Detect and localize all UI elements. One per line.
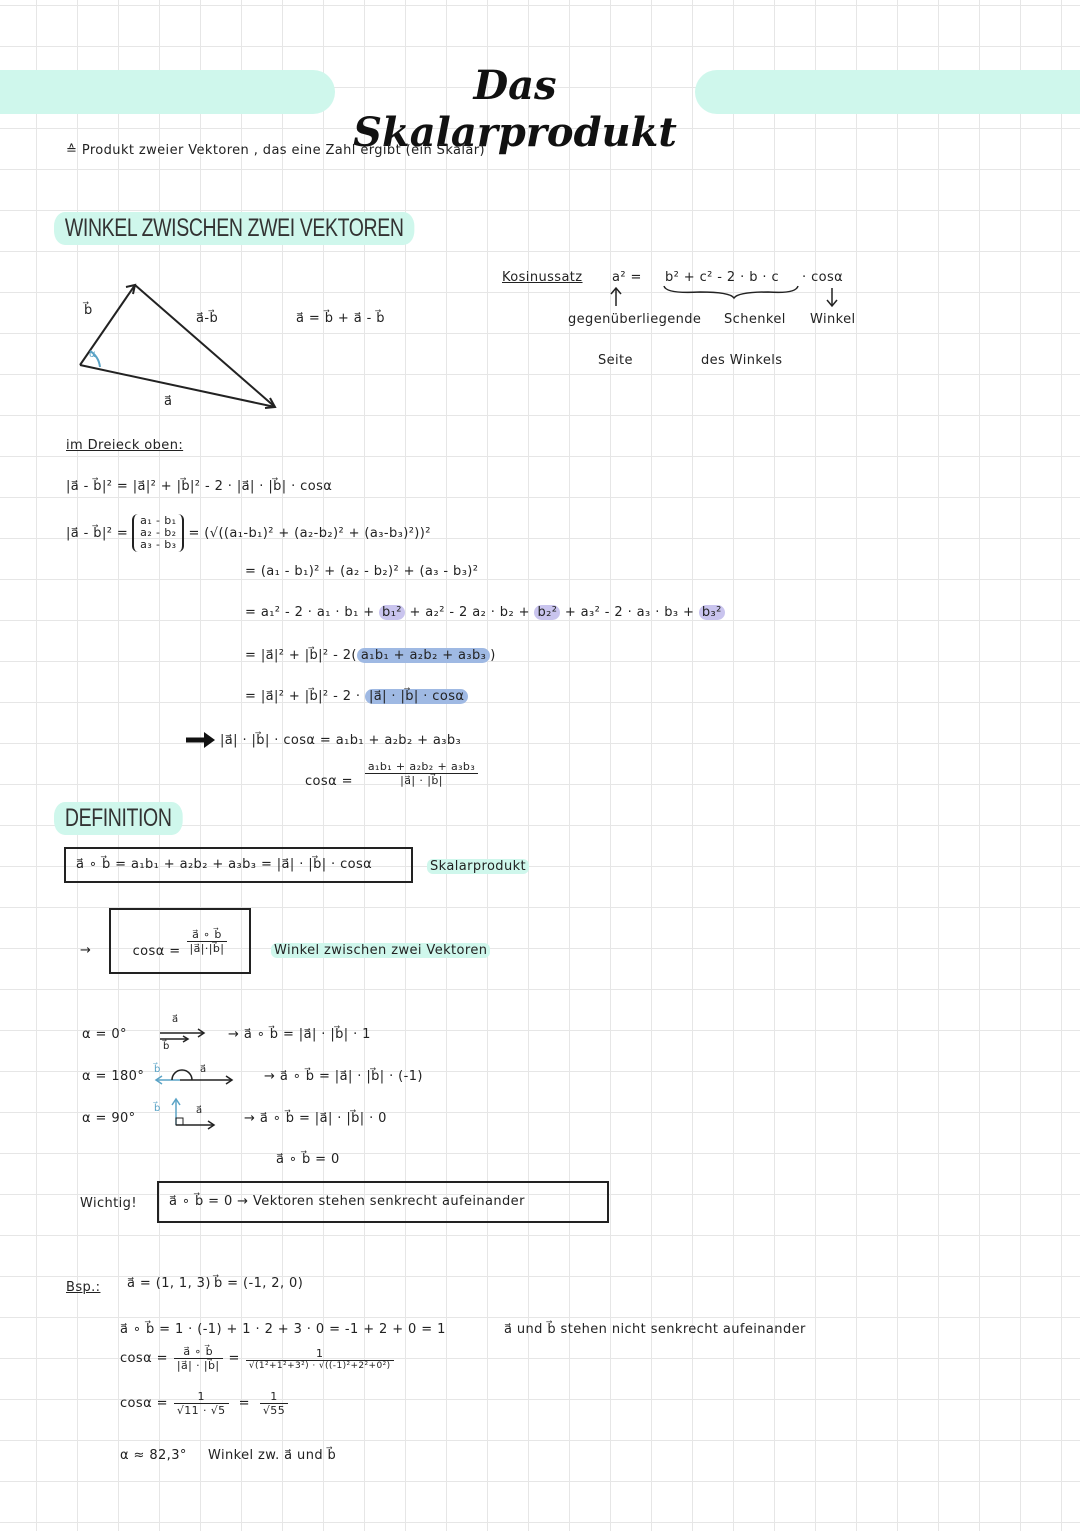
example-cos-line-2 (120, 1390, 288, 1417)
example-cos1-fraction (174, 1345, 223, 1372)
cosine-law-cos: · cosα (802, 270, 844, 285)
case-angle-180: α = 180° (82, 1069, 145, 1084)
case-result-90: → a⃗ ∘ b⃗ = |a⃗| · |b⃗| · 0 (244, 1111, 387, 1126)
cosine-law-lhs: a² = (612, 270, 642, 285)
example-cos1-fraction-2 (246, 1347, 394, 1371)
derivation-line-5-part: ) (490, 648, 496, 663)
important-box: a⃗ ∘ b⃗ = 0 → Vektoren stehen senkrecht aufeinander (157, 1181, 609, 1223)
definition-label (427, 859, 529, 874)
example-calculation: a⃗ ∘ b⃗ = 1 · (-1) + 1 · 2 + 3 · 0 = -1 + 2 + 0 = 1 (120, 1322, 446, 1337)
page-title: Das Skalarprodukt (353, 62, 677, 156)
cosine-law-label: Kosinussatz (502, 270, 583, 285)
title-band-left (0, 70, 335, 114)
cosine-law-opposite: gegenüberliegende (568, 312, 702, 327)
cos-box-arrow: → (80, 943, 92, 958)
cos-fraction-numerator: a₁b₁ + a₂b₂ + a₃b₃ (365, 760, 478, 774)
triangle-angle-label: α (89, 349, 96, 360)
example-cos2-numerator-2: 1 (260, 1390, 288, 1404)
case-result-0: → a⃗ ∘ b⃗ = |a⃗| · |b⃗| · 1 (228, 1027, 371, 1042)
triangle-label-b: b⃗ (84, 303, 93, 318)
derivation-line-2-lhs: |a⃗ - b⃗|² = (66, 525, 129, 541)
cos-definition-box (109, 908, 251, 974)
difference-vector-row: a₁ - b₁ (140, 514, 177, 527)
difference-vector (132, 514, 184, 552)
highlight-sum-products: a₁b₁ + a₂b₂ + a₃b₃ (357, 648, 490, 663)
cosine-law-of-angle: des Winkels (701, 353, 783, 368)
case-90-label-b: b⃗ (154, 1103, 161, 1114)
highlight-b2-squared: b₂² (534, 605, 560, 620)
triangle-label-a: a⃗ (164, 394, 173, 409)
triangle-diagram (70, 275, 290, 415)
highlight-b3-squared: b₃² (699, 605, 725, 620)
example-cos1-eq: = (228, 1351, 240, 1366)
case-0-label-b: b⃗ (163, 1041, 170, 1052)
cos-fraction-denominator: |a⃗| · |b⃗| (400, 774, 443, 787)
example-cos2-fraction-2 (260, 1390, 288, 1417)
cos-box-label-text: Winkel zwischen zwei Vektoren (271, 943, 490, 958)
case-angle-90: α = 90° (82, 1111, 136, 1126)
example-cos2-fraction (174, 1390, 229, 1417)
derivation-line-2 (66, 514, 431, 552)
example-result-note: Winkel zw. a⃗ und b⃗ (208, 1448, 337, 1463)
definition-box: a⃗ ∘ b⃗ = a₁b₁ + a₂b₂ + a₃b₃ = |a⃗| · |b⃗| · cosα (64, 847, 413, 883)
implication-arrow (186, 732, 216, 748)
example-label: Bsp.: (66, 1280, 101, 1295)
difference-vector-row: a₂ - b₂ (140, 526, 177, 539)
case-90-label-a: a⃗ (196, 1105, 203, 1116)
example-vector-b: b⃗ = (-1, 2, 0) (214, 1276, 304, 1291)
derivation-line-4-part: = a₁² - 2 · a₁ · b₁ + (245, 605, 380, 620)
cosine-law-rhs: b² + c² - 2 · b · c (665, 270, 779, 285)
cos-box-numerator: a⃗ ∘ b⃗ (187, 928, 228, 942)
example-cos-line-1 (120, 1345, 394, 1372)
example-cos2-numerator: 1 (174, 1390, 229, 1404)
case-result-180: → a⃗ ∘ b⃗ = |a⃗| · |b⃗| · (-1) (264, 1069, 423, 1084)
intro-text: ≙ Produkt zweier Vektoren , das eine Zahl ergibt (ein Skalar) (66, 143, 485, 158)
cos-box-label (271, 943, 490, 958)
derivation-line-7: |a⃗| · |b⃗| · cosα = a₁b₁ + a₂b₂ + a₃b₃ (220, 733, 462, 748)
case-0-label-a: a⃗ (172, 1014, 179, 1025)
example-note: a⃗ und b⃗ stehen nicht senkrecht aufeinander (504, 1322, 806, 1337)
example-cos1-denominator-2: √(1²+1²+3²) · √((-1)²+2²+0²) (248, 1360, 391, 1371)
cos-box-lhs: cosα = (132, 943, 181, 959)
case-180-label-a: a⃗ (200, 1064, 207, 1075)
cos-fraction (365, 760, 478, 787)
derivation-line-6-part: = |a⃗|² + |b⃗|² - 2 · (245, 689, 365, 704)
highlight-norm-cos: |a⃗| · |b⃗| · cosα (365, 689, 468, 704)
case-angle-0: α = 0° (82, 1027, 127, 1042)
derivation-line-4-part: + a₂² - 2 a₂ · b₂ + (404, 605, 535, 620)
cos-box-fraction (187, 928, 228, 955)
example-result: α ≈ 82,3° (120, 1448, 187, 1463)
cosine-law-angle: Winkel (810, 312, 856, 327)
section-heading-definition: DEFINITION (54, 802, 182, 835)
section-heading-angle: WINKEL ZWISCHEN ZWEI VEKTOREN (54, 212, 414, 245)
important-label: Wichtig! (80, 1196, 137, 1211)
case-90-arrows (168, 1095, 218, 1131)
derivation-line-8 (305, 758, 478, 789)
cos-box-denominator: |a⃗|·|b⃗| (189, 941, 225, 955)
derivation-line-4 (245, 605, 725, 620)
example-cos2-denominator-2: √55 (262, 1404, 286, 1417)
derivation-line-1: |a⃗ - b⃗|² = |a⃗|² + |b⃗|² - 2 · |a⃗| · |b⃗| · cosα (66, 479, 333, 494)
derivation-line-6 (245, 689, 468, 704)
derivation-intro: im Dreieck oben: (66, 438, 184, 453)
derivation-line-5 (245, 648, 496, 663)
example-cos2-denominator: √11 · √5 (176, 1404, 226, 1417)
cosine-law-legs: Schenkel (724, 312, 786, 327)
title-band-right (695, 70, 1080, 114)
example-cos1-numerator: a⃗ ∘ b⃗ (174, 1345, 223, 1359)
definition-label-text: Skalarprodukt (427, 859, 529, 874)
example-cos1-lhs: cosα = (120, 1351, 168, 1366)
difference-vector-row: a₃ - b₃ (140, 538, 177, 551)
example-cos2-eq: = (238, 1396, 250, 1411)
derivation-line-2-rhs: = (√((a₁-b₁)² + (a₂-b₂)² + (a₃-b₃)²))² (188, 525, 431, 541)
case-180-arrows (150, 1062, 240, 1092)
example-vector-a: a⃗ = (1, 1, 3) (127, 1276, 211, 1291)
zero-product-line: a⃗ ∘ b⃗ = 0 (276, 1152, 340, 1167)
vector-equation: a⃗ = b⃗ + a⃗ - b⃗ (296, 311, 385, 326)
derivation-line-3: = (a₁ - b₁)² + (a₂ - b₂)² + (a₃ - b₃)² (245, 564, 479, 579)
case-180-label-b: b⃗ (154, 1064, 161, 1075)
cos-lhs: cosα = (305, 774, 353, 789)
cosine-law-side: Seite (598, 353, 633, 368)
derivation-line-4-part: + a₃² - 2 · a₃ · b₃ + (560, 605, 699, 620)
example-cos1-numerator-2: 1 (246, 1347, 394, 1361)
highlight-b1-squared: b₁² (379, 605, 405, 620)
example-cos2-lhs: cosα = (120, 1396, 168, 1411)
example-cos1-denominator: |a⃗| · |b⃗| (176, 1359, 220, 1372)
triangle-label-a-minus-b: a⃗-b⃗ (196, 311, 219, 326)
derivation-line-5-part: = |a⃗|² + |b⃗|² - 2( (245, 648, 357, 663)
